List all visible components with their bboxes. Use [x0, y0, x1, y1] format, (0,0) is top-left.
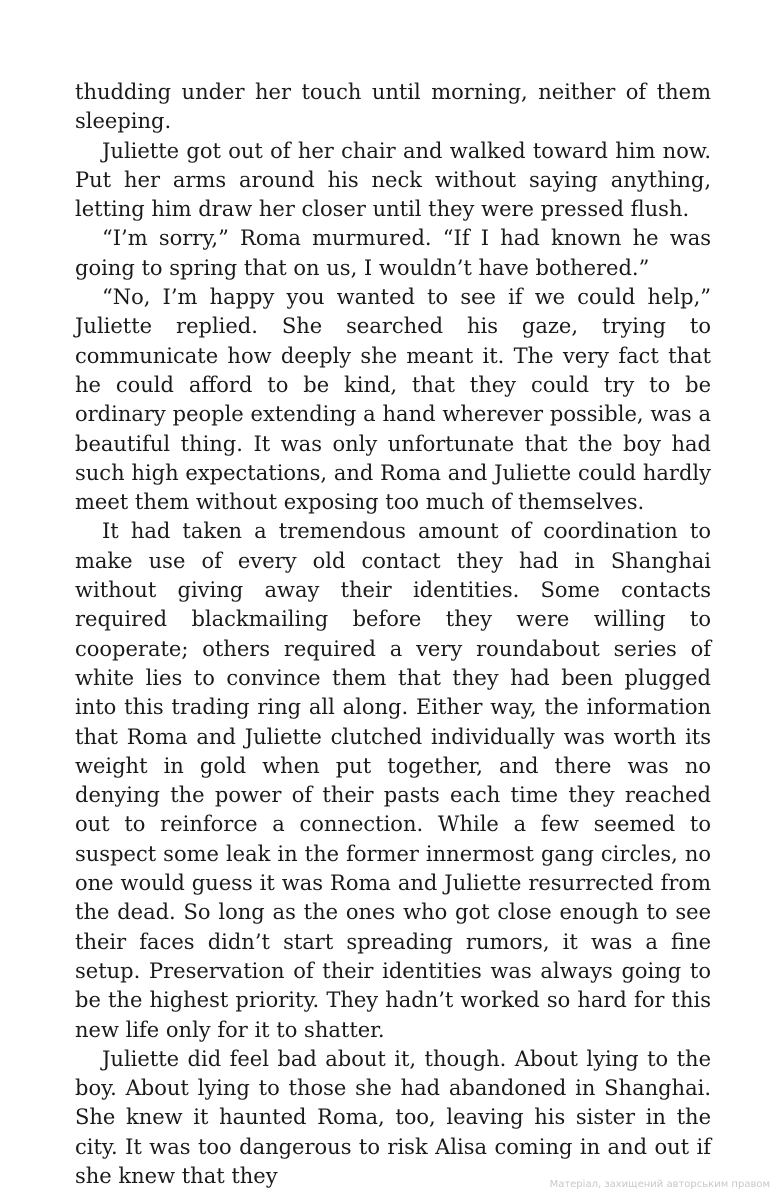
paragraph: Juliette did feel bad about it, though. About lying to the boy. About lying to those she had abandoned in Shanghai. She knew it haunted Roma, too, leaving his sister in the city. It was too dangerous to risk Alisa coming in and out if she knew that they — [75, 1046, 711, 1188]
copyright-watermark: Матеріал, захищений авторським правом — [549, 1179, 770, 1190]
paragraph: It had taken a tremendous amount of coordination to make use of every old contact they had in Shanghai without giving away their identities. Some contacts required blackmailing before they were willing to cooperate; others required a very roundabout series of white lies to convince them that they had been plugged into this trading ring all along. Either way, the information that Roma and Juliette clutched individually was worth its weight in gold when put together, and there was no denying the power of their pasts each time they reached out to reinforce a connection. While a few seemed to suspect some leak in the former innermost gang circles, no one would guess it was Roma and Juliette resurrected from the dead. So long as the ones who got close enough to see their faces didn’t start spreading rumors, it was a fine setup. Preservation of their identities was always going to be the highest priority. They hadn’t worked so hard for this new life only for it to shatter. — [75, 519, 711, 1042]
paragraph: “No, I’m happy you wanted to see if we could help,” Juliette replied. She searched his gaze, trying to communicate how deeply she meant it. The very fact that he could afford to be kind, that they could try to be ordinary people extending a hand wherever possible, was a beautiful thing. It was only unfortunate that the boy had such high expectations, and Roma and Juliette could hardly meet them without exposing too much of themselves. — [75, 285, 711, 515]
paragraph-continued: thudding under her touch until morning, neither of them sleeping. — [75, 80, 711, 134]
paragraph: “I’m sorry,” Roma murmured. “If I had known he was going to spring that on us, I wouldn’t have bothered.” — [75, 226, 711, 280]
paragraph: Juliette got out of her chair and walked toward him now. Put her arms around his neck without saying anything, letting him draw her closer until they were pressed flush. — [75, 138, 711, 222]
book-page-text — [75, 78, 711, 1191]
